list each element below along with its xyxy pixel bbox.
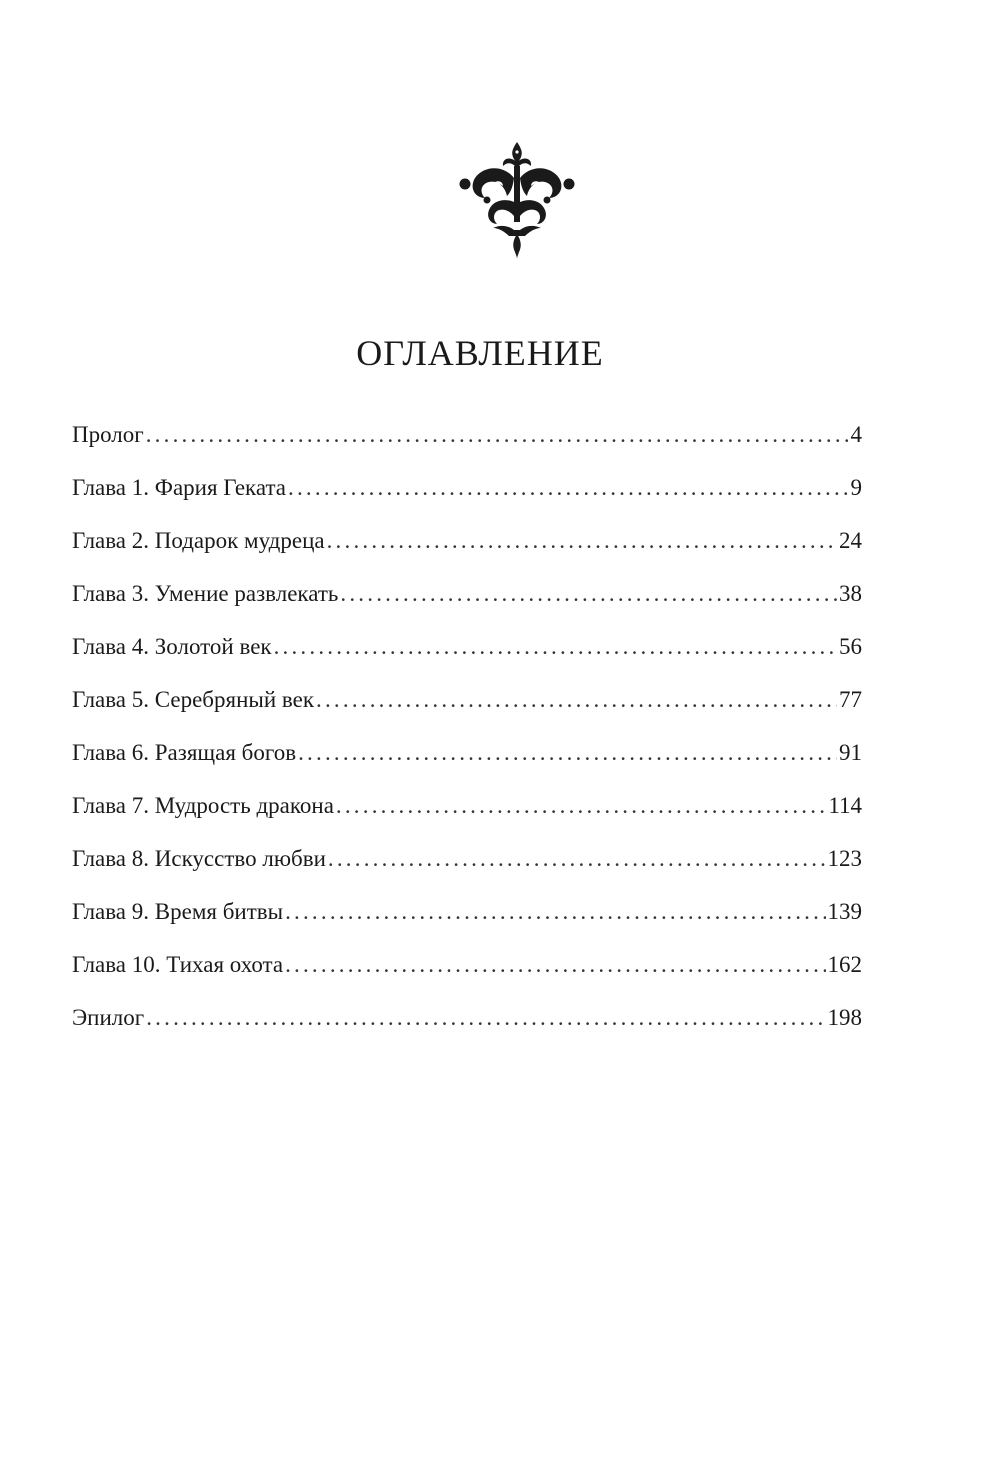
dot-leader <box>328 841 826 877</box>
toc-entry-page-number: 123 <box>827 846 862 871</box>
toc-entry-label: Эпилог <box>72 1005 145 1030</box>
toc-entry-label: Глава 7. Мудрость дракона <box>72 793 334 818</box>
toc-entry-page-number: 114 <box>828 793 862 818</box>
toc-entry-prologue[interactable] <box>72 417 862 470</box>
toc-entry-label: Глава 4. Золотой век <box>72 634 272 659</box>
toc-entry-page-number: 24 <box>839 528 862 553</box>
toc-entry-chapter-8[interactable] <box>72 841 862 894</box>
toc-entry-label: Глава 1. Фария Геката <box>72 475 287 500</box>
toc-entry-chapter-5[interactable] <box>72 682 862 735</box>
dot-leader <box>340 576 837 612</box>
toc-entry-label: Глава 10. Тихая охота <box>72 952 284 977</box>
dot-leader <box>285 947 825 983</box>
dot-leader <box>316 682 837 718</box>
toc-entry-label: Глава 9. Время битвы <box>72 899 284 924</box>
dot-leader <box>274 629 837 665</box>
toc-entry-page-number: 56 <box>839 634 862 659</box>
toc-entry-page-number: 198 <box>827 1005 862 1030</box>
toc-entry-chapter-7[interactable] <box>72 788 862 841</box>
dot-leader <box>146 1000 825 1036</box>
toc-entry-chapter-10[interactable] <box>72 947 862 1000</box>
toc-entry-chapter-2[interactable] <box>72 523 862 576</box>
dot-leader <box>336 788 826 824</box>
toc-entry-page-number: 9 <box>850 475 862 500</box>
toc-entry-label: Пролог <box>72 422 144 447</box>
page-title: ОГЛАВЛЕНИЕ <box>356 333 604 373</box>
toc-entry-chapter-4[interactable] <box>72 629 862 682</box>
fleur-ornament-icon <box>455 140 579 260</box>
dot-leader <box>298 735 837 771</box>
toc-entry-page-number: 162 <box>827 952 862 977</box>
toc-entry-chapter-3[interactable] <box>72 576 862 629</box>
toc-entry-page-number: 38 <box>839 581 862 606</box>
toc-entry-label: Глава 8. Искусство любви <box>72 846 326 871</box>
toc-entry-chapter-1[interactable] <box>72 470 862 523</box>
toc-entry-page-number: 4 <box>850 422 862 447</box>
toc-entry-page-number: 77 <box>839 687 862 712</box>
dot-leader <box>288 470 848 506</box>
toc-entry-label: Глава 3. Умение развлекать <box>72 581 339 606</box>
toc-entry-label: Глава 6. Разящая богов <box>72 740 297 765</box>
dot-leader <box>285 894 825 930</box>
toc-entry-epilogue[interactable] <box>72 1000 862 1053</box>
dot-leader <box>146 417 849 453</box>
toc-entry-chapter-9[interactable] <box>72 894 862 947</box>
toc-entry-page-number: 139 <box>827 899 862 924</box>
toc-entry-page-number: 91 <box>839 740 862 765</box>
toc-entry-label: Глава 2. Подарок мудреца <box>72 528 325 553</box>
toc-entry-label: Глава 5. Серебряный век <box>72 687 315 712</box>
table-of-contents <box>72 417 862 1053</box>
dot-leader <box>327 523 837 559</box>
toc-entry-chapter-6[interactable] <box>72 735 862 788</box>
